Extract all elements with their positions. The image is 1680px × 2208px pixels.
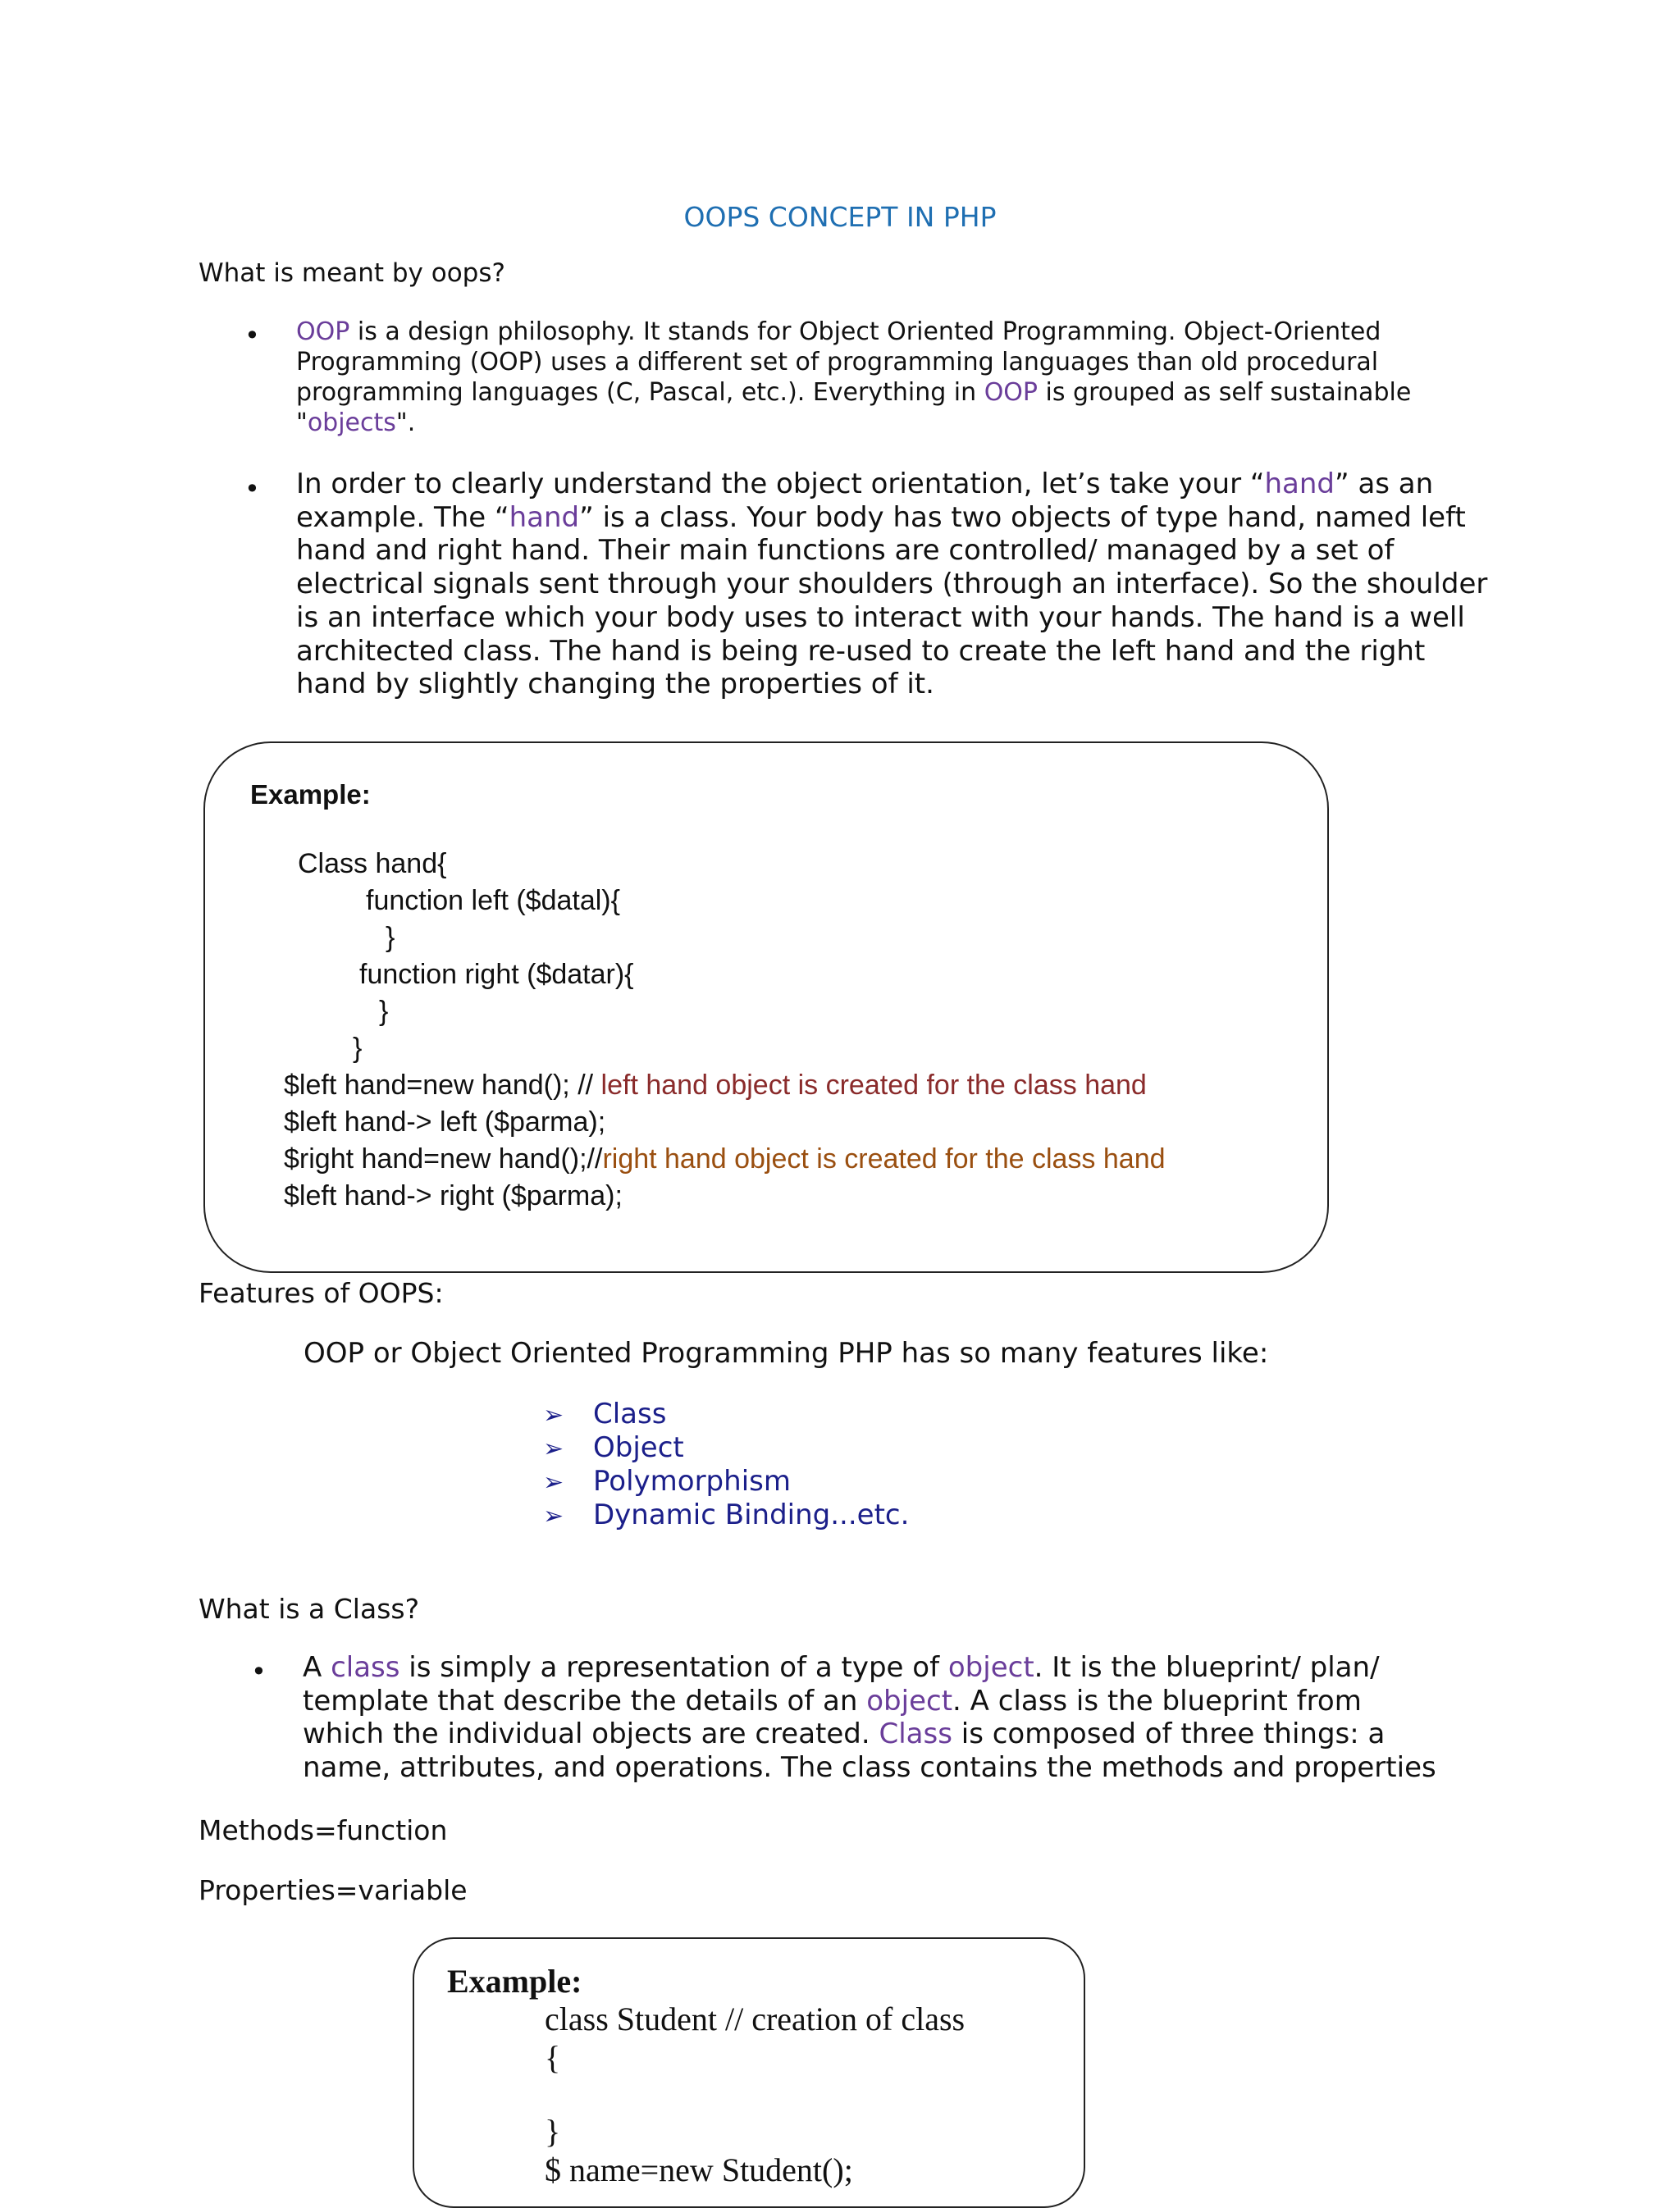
question-oops: What is meant by oops?: [199, 258, 505, 288]
feature-item: Class: [593, 1398, 667, 1430]
code-line: }: [353, 1033, 363, 1064]
code-line: Class hand{: [298, 848, 447, 879]
bullet-dot: •: [251, 1656, 267, 1687]
feature-item: Dynamic Binding...etc.: [593, 1499, 910, 1531]
code-line: $ name=new Student();: [545, 2151, 853, 2188]
arrow-bullet-icon: ➢: [543, 1468, 564, 1497]
keyword-objects: objects: [307, 408, 396, 437]
keyword-class: class: [331, 1651, 400, 1684]
features-intro: OOP or Object Oriented Programming PHP has so many features like:: [304, 1337, 1269, 1370]
hand-example-paragraph: In order to clearly understand the object orientation, let’s take your “hand” as an example. The “hand” is a class. Your body has two objects of type hand, named left hand and right hand. Their main functions are controlled/ managed by a set of electrical signals sent through your shoulders (through an interface). So the shoulder is an interface which your body uses to interact with your hands. The hand is a well architected class. The hand is being re-used to create the left hand and the right hand by slightly changing the properties of it.: [296, 468, 1488, 701]
feature-item: Polymorphism: [593, 1465, 791, 1498]
code-line: $left hand=new hand(); // left hand object is created for the class hand: [284, 1070, 1147, 1101]
keyword-oop: OOP: [984, 378, 1039, 407]
question-class: What is a Class?: [199, 1593, 420, 1625]
code-line: $right hand=new hand();//right hand object is created for the class hand: [284, 1143, 1166, 1175]
code-line: function right ($datar){: [359, 959, 634, 990]
keyword-class: Class: [879, 1718, 952, 1751]
feature-item: Object: [593, 1431, 684, 1464]
bullet-dot: •: [244, 320, 260, 351]
example-label: Example:: [447, 1963, 582, 2000]
code-line: function left ($datal){: [366, 885, 620, 916]
code-line: $left hand-> right ($parma);: [284, 1180, 623, 1211]
example-label: Example:: [250, 779, 371, 810]
oop-definition-paragraph: OOP is a design philosophy. It stands for Object Oriented Programming. Object-Oriented Programming (OOP) uses a different set of programming languages than old procedural programming languages (C, Pascal, etc.). Everything in OOP is grouped as self sustainable "objects".: [296, 317, 1412, 437]
page-title: OOPS CONCEPT IN PHP: [683, 201, 997, 233]
keyword-hand: hand: [509, 500, 580, 534]
code-comment: left hand object is created for the class hand: [600, 1070, 1147, 1101]
methods-line: Methods=function: [199, 1814, 448, 1846]
properties-line: Properties=variable: [199, 1874, 468, 1906]
code-line: }: [379, 996, 389, 1027]
code-comment: right hand object is created for the class hand: [602, 1143, 1166, 1175]
arrow-bullet-icon: ➢: [543, 1401, 564, 1430]
keyword-object: object: [866, 1684, 953, 1718]
keyword-object: object: [947, 1651, 1034, 1684]
features-heading: Features of OOPS:: [199, 1277, 444, 1309]
code-line: {: [545, 2039, 561, 2076]
arrow-bullet-icon: ➢: [543, 1435, 564, 1463]
keyword-hand: hand: [1264, 468, 1335, 500]
code-line: }: [545, 2113, 561, 2150]
code-line: class Student // creation of class: [545, 2000, 966, 2037]
keyword-oop: OOP: [296, 317, 350, 346]
class-definition-paragraph: A class is simply a representation of a type of object. It is the blueprint/ plan/ template that describe the details of an object. A class is the blueprint from which the individual objects are created. Class is composed of three things: a name, attributes, and operations. The class contains the methods and properties: [303, 1651, 1436, 1785]
code-line: $left hand-> left ($parma);: [284, 1106, 606, 1138]
arrow-bullet-icon: ➢: [543, 1502, 564, 1531]
bullet-dot: •: [244, 473, 260, 504]
code-line: }: [386, 922, 395, 953]
